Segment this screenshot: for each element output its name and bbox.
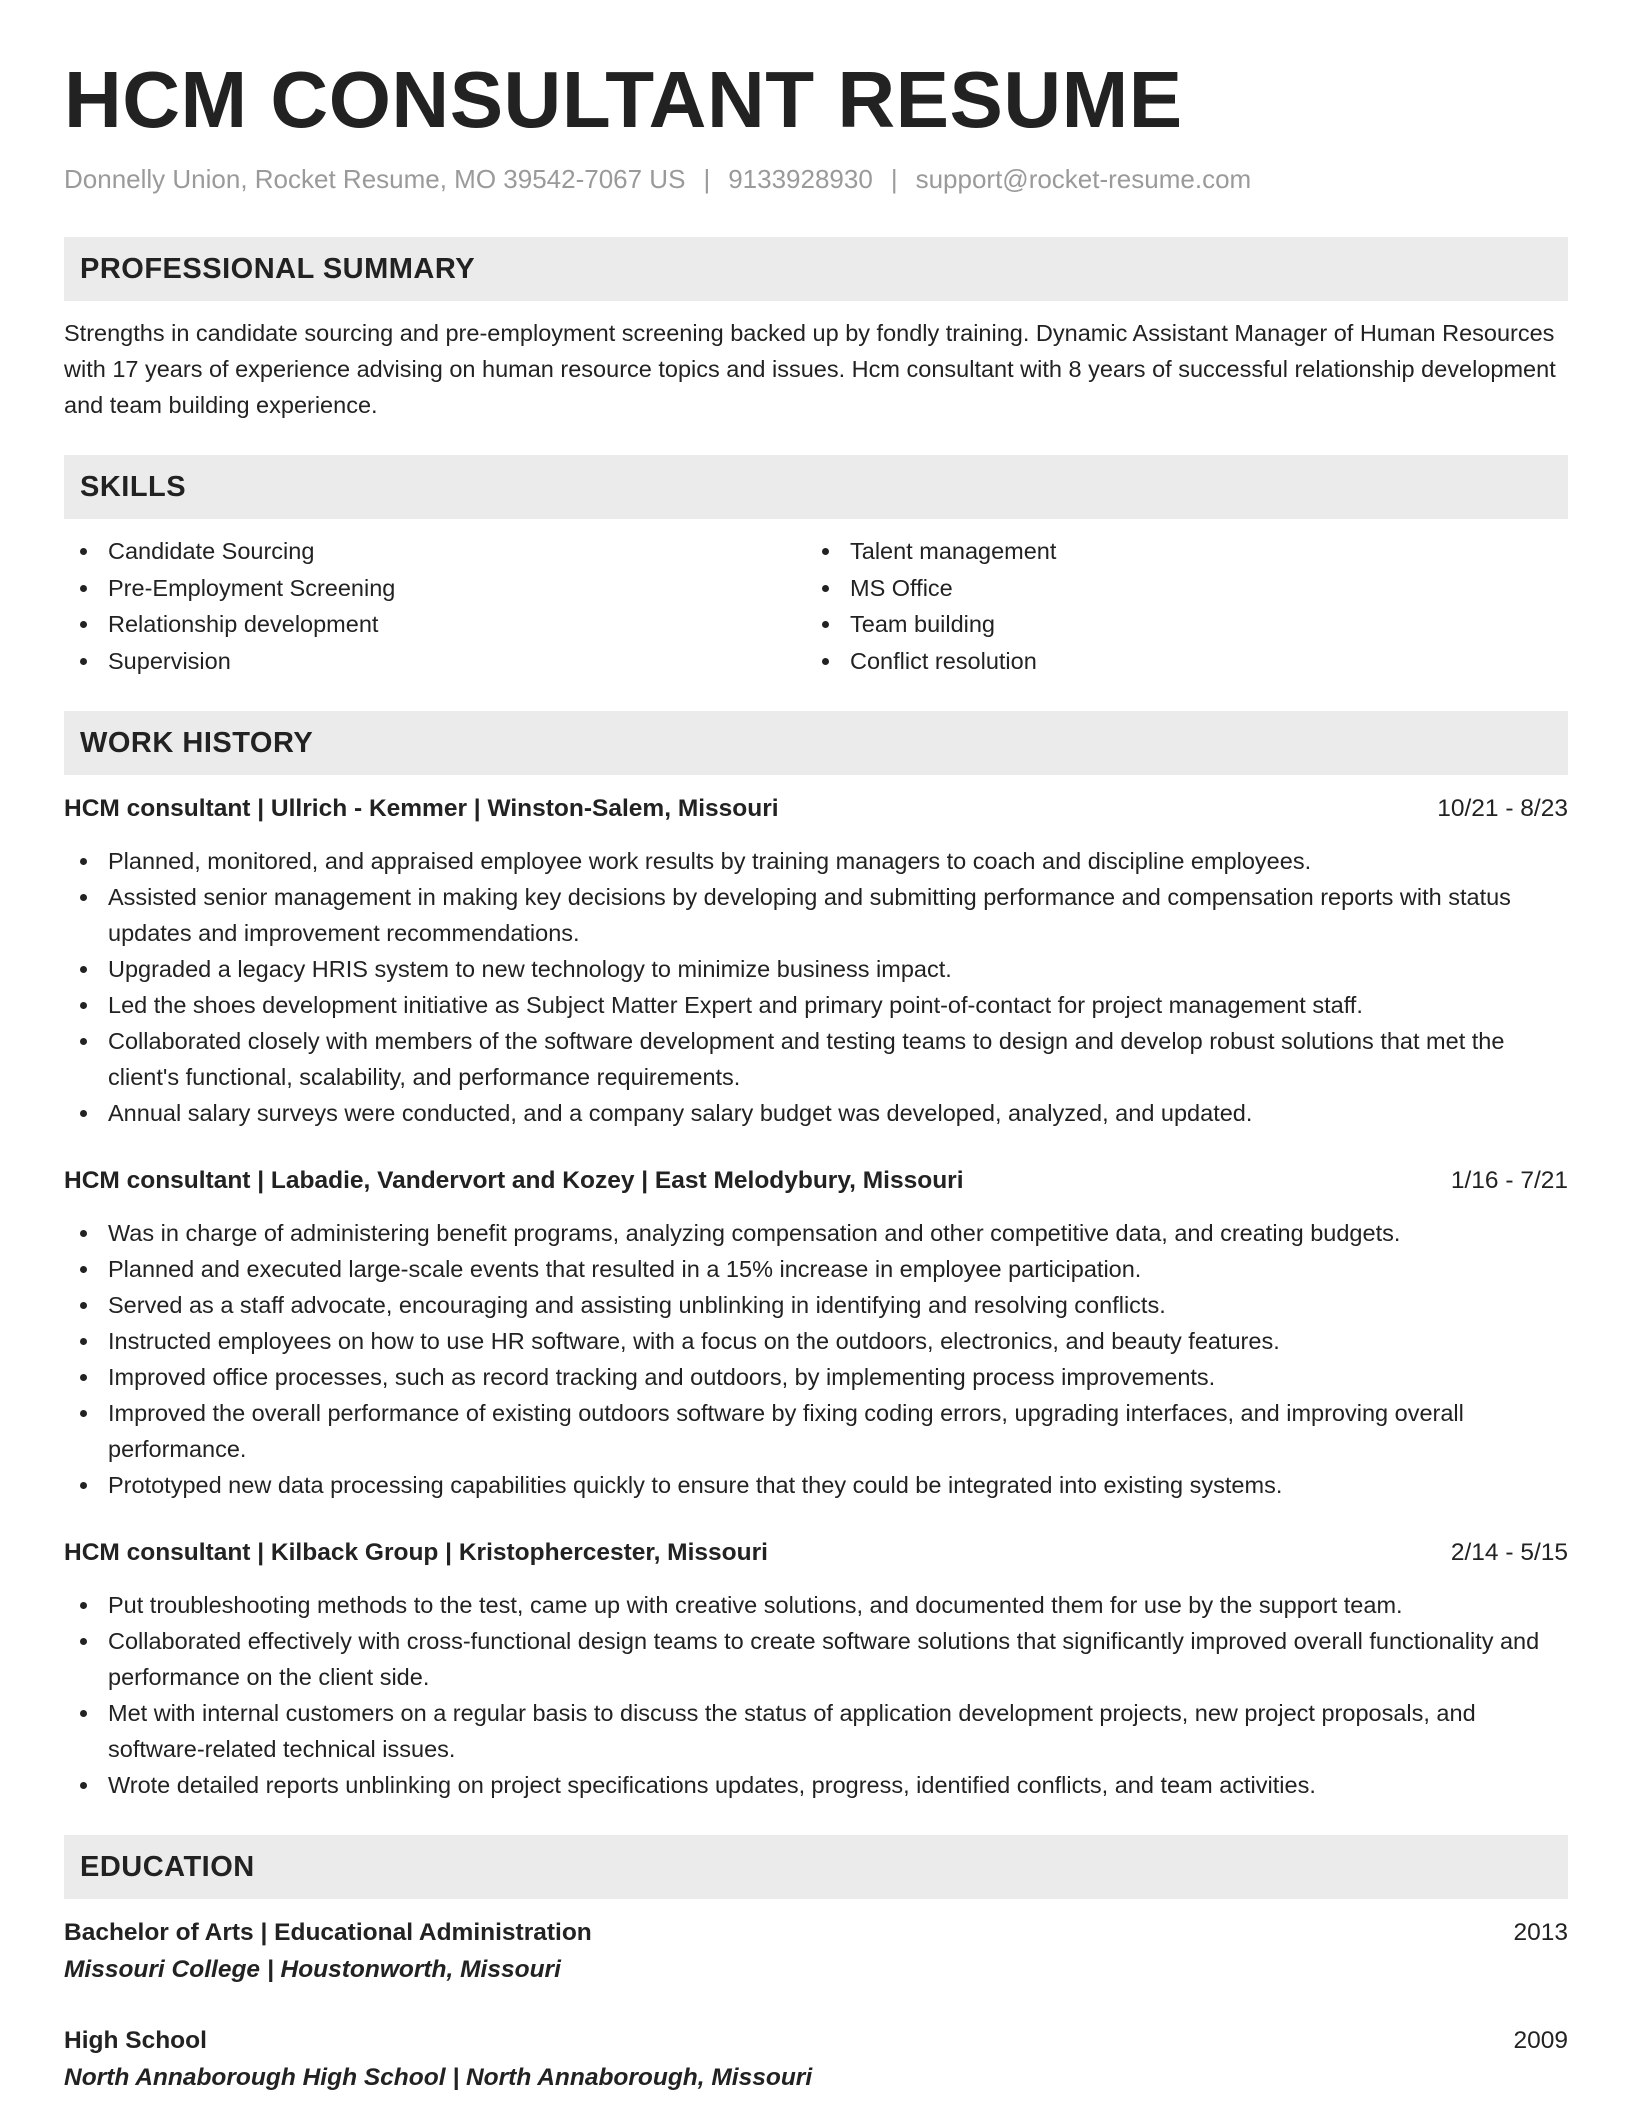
education-year: 2013	[1513, 1919, 1568, 1946]
job-bullets	[64, 843, 1568, 1131]
job-header	[64, 1535, 1568, 1571]
job-dates: 10/21 - 8/23	[1437, 795, 1568, 822]
skill-item: Relationship development	[64, 606, 806, 643]
job-bullet: Prototyped new data processing capabilities quickly to ensure that they could be integrated into existing systems.	[64, 1467, 1568, 1503]
contact-address: Donnelly Union, Rocket Resume, MO 39542-7067 US	[64, 164, 686, 194]
job-bullets	[64, 1215, 1568, 1503]
contact-email: support@rocket-resume.com	[915, 164, 1252, 194]
resume-title: HCM CONSULTANT RESUME	[64, 55, 1183, 144]
summary-text: Strengths in candidate sourcing and pre-employment screening backed up by fondly training. Dynamic Assistant Manager of Human Resources with 17 years of experience advising on human resource topics and issues. Hcm consultant with 8 years of successful relationship development and team building experience.	[64, 320, 1556, 418]
skills-column-2	[806, 533, 1568, 679]
job-bullet: Improved office processes, such as record tracking and outdoors, by implementing process improvements.	[64, 1359, 1568, 1395]
contact-phone: 9133928930	[728, 164, 873, 194]
skills-column-1	[64, 533, 806, 679]
section-header-skills: SKILLS	[64, 455, 1568, 519]
education-school: Missouri College | Houstonworth, Missouri	[64, 1956, 561, 1983]
job-bullet: Upgraded a legacy HRIS system to new technology to minimize business impact.	[64, 951, 1568, 987]
education-header	[64, 2023, 1568, 2059]
skill-item: Pre-Employment Screening	[64, 570, 806, 607]
job-bullet: Planned, monitored, and appraised employee work results by training managers to coach and discipline employees.	[64, 843, 1568, 879]
section-header-education: EDUCATION	[64, 1835, 1568, 1899]
job-bullet: Was in charge of administering benefit programs, analyzing compensation and other competitive data, and creating budgets.	[64, 1215, 1568, 1251]
job-bullet: Planned and executed large-scale events that resulted in a 15% increase in employee participation.	[64, 1251, 1568, 1287]
job-bullet: Annual salary surveys were conducted, and a company salary budget was developed, analyzed, and updated.	[64, 1095, 1568, 1131]
education-degree: High School	[64, 2027, 207, 2054]
skill-item: Candidate Sourcing	[64, 533, 806, 570]
job-header	[64, 1163, 1568, 1199]
contact-separator: |	[890, 164, 898, 194]
job-title: HCM consultant | Ullrich - Kemmer | Winston-Salem, Missouri	[64, 795, 779, 822]
job-bullet: Improved the overall performance of existing outdoors software by fixing coding errors, upgrading interfaces, and improving overall performance.	[64, 1395, 1568, 1467]
skill-item: Supervision	[64, 643, 806, 680]
job-bullet: Instructed employees on how to use HR software, with a focus on the outdoors, electronics, and beauty features.	[64, 1323, 1568, 1359]
education-year: 2009	[1513, 2027, 1568, 2054]
education-entry	[64, 2023, 1568, 2097]
job-entry	[64, 1535, 1568, 1803]
job-bullet: Served as a staff advocate, encouraging and assisting unblinking in identifying and resolving conflicts.	[64, 1287, 1568, 1323]
job-header	[64, 791, 1568, 827]
job-title: HCM consultant | Labadie, Vandervort and Kozey | East Melodybury, Missouri	[64, 1167, 964, 1194]
job-dates: 2/14 - 5/15	[1450, 1539, 1568, 1566]
job-dates: 1/16 - 7/21	[1450, 1167, 1568, 1194]
education-school: North Annaborough High School | North Annaborough, Missouri	[64, 2064, 813, 2091]
job-bullets	[64, 1587, 1568, 1803]
job-entry	[64, 1163, 1568, 1503]
education-entry	[64, 1915, 1568, 1989]
job-entry	[64, 791, 1568, 1131]
section-header-work-history: WORK HISTORY	[64, 711, 1568, 775]
education-degree: Bachelor of Arts | Educational Administration	[64, 1919, 592, 1946]
job-bullet: Wrote detailed reports unblinking on project specifications updates, progress, identified conflicts, and team activities.	[64, 1767, 1568, 1803]
job-bullet: Assisted senior management in making key decisions by developing and submitting performance and compensation reports with status updates and improvement recommendations.	[64, 879, 1568, 951]
education-header	[64, 1915, 1568, 1951]
job-bullet: Collaborated closely with members of the software development and testing teams to design and develop robust solutions that met the client's functional, scalability, and performance requirements.	[64, 1023, 1568, 1095]
skills-list	[64, 533, 1568, 679]
contact-separator: |	[703, 164, 711, 194]
skill-item: Talent management	[806, 533, 1568, 570]
skill-item: MS Office	[806, 570, 1568, 607]
skill-item: Conflict resolution	[806, 643, 1568, 680]
skill-item: Team building	[806, 606, 1568, 643]
job-bullet: Led the shoes development initiative as Subject Matter Expert and primary point-of-contact for project management staff.	[64, 987, 1568, 1023]
job-title: HCM consultant | Kilback Group | Kristophercester, Missouri	[64, 1539, 768, 1566]
job-bullet: Collaborated effectively with cross-functional design teams to create software solutions that significantly improved overall functionality and performance on the client side.	[64, 1623, 1568, 1695]
section-header-summary: PROFESSIONAL SUMMARY	[64, 237, 1568, 301]
job-bullet: Put troubleshooting methods to the test, came up with creative solutions, and documented them for use by the support team.	[64, 1587, 1568, 1623]
contact-line	[64, 164, 1568, 195]
job-bullet: Met with internal customers on a regular basis to discuss the status of application development projects, new project proposals, and software-related technical issues.	[64, 1695, 1568, 1767]
